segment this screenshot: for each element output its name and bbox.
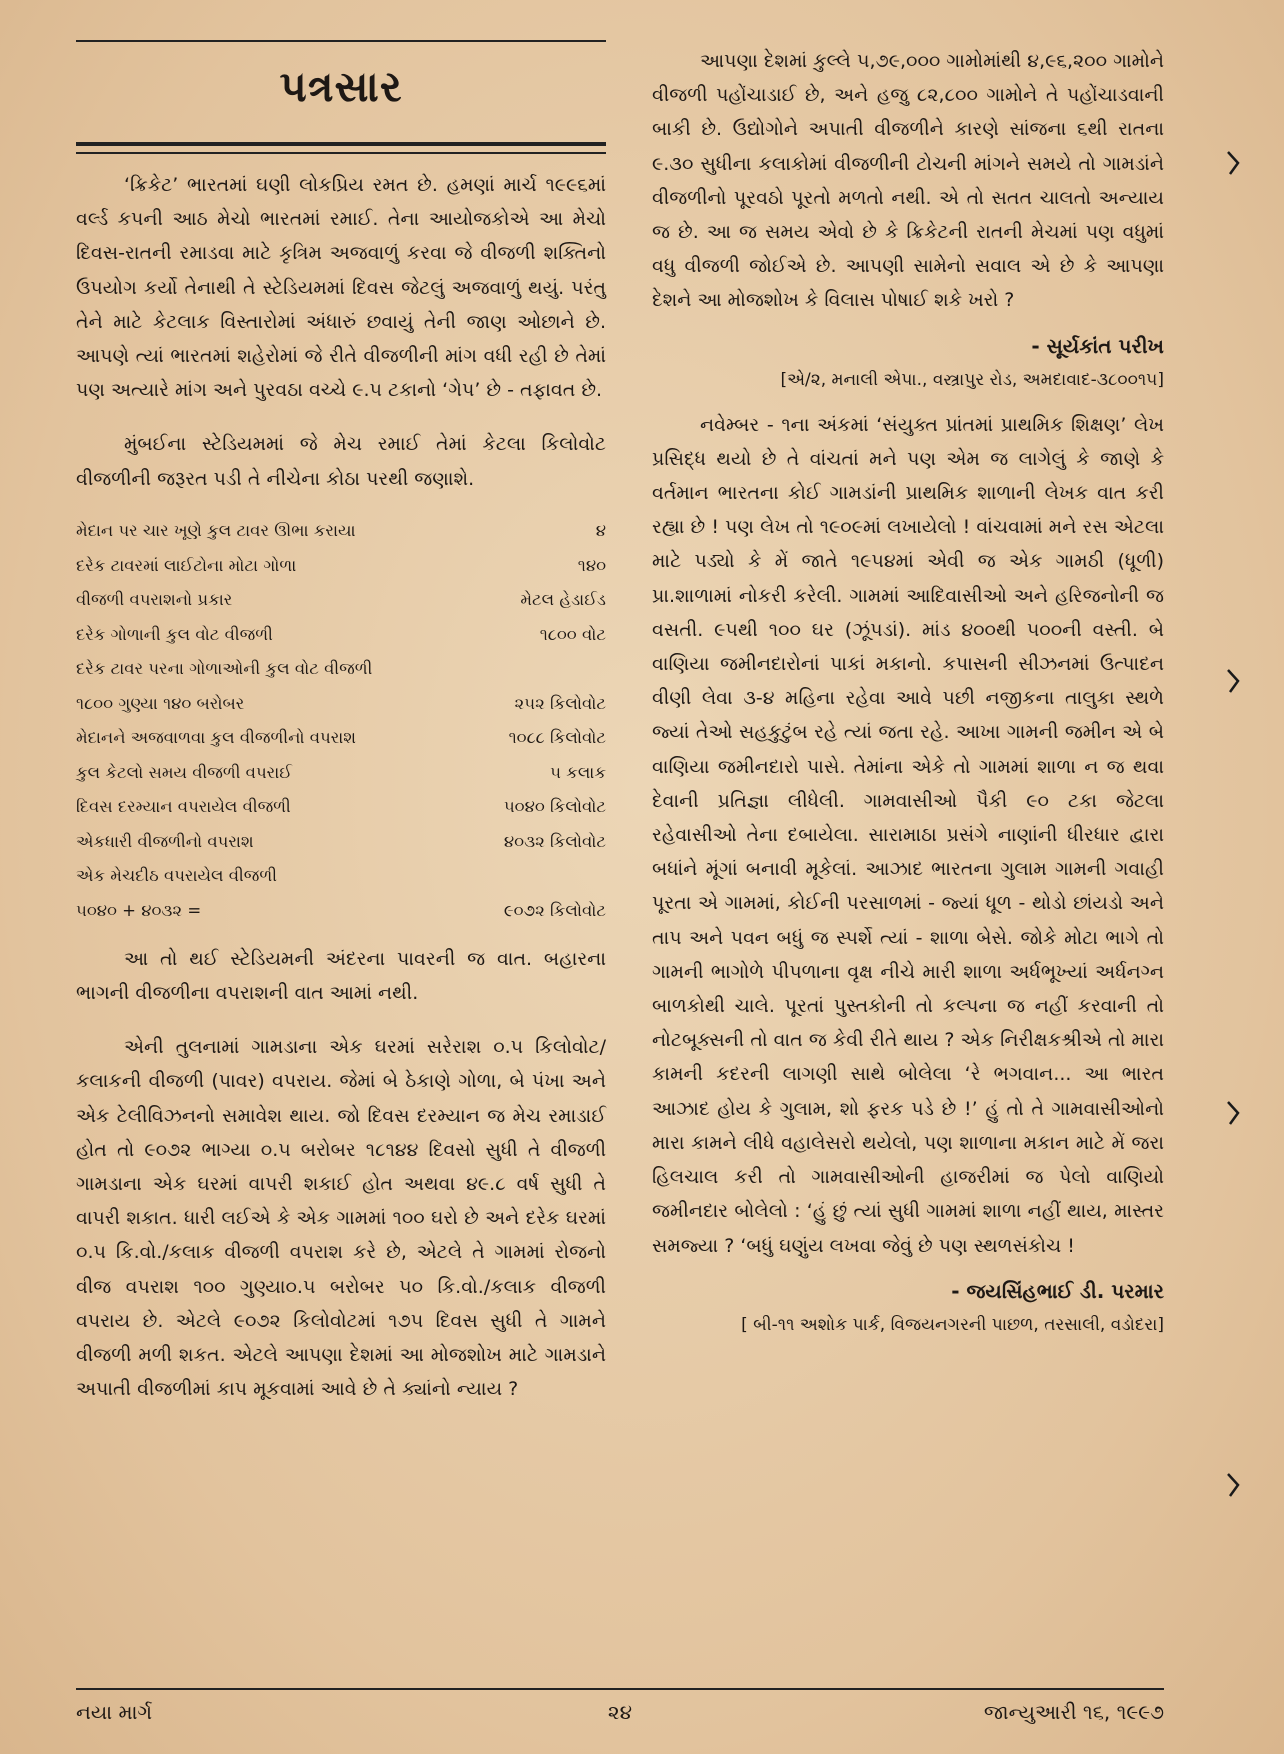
- footer: [76, 1700, 1164, 1734]
- row-value: [470, 652, 606, 687]
- row-label: દરેક ગોળાની કુલ વોટ વીજળી: [76, 624, 273, 644]
- table-row: [76, 790, 606, 825]
- letter1-para5: આપણા દેશમાં કુલ્લે ૫,૭૯,૦૦૦ ગામોમાંથી ૪,૯૬,૨૦૦ ગામોને વીજળી પહોંચાડાઈ છે, અને હજુ ૮૨,૮૦૦ ગામોને તે પહોંચાડવાની બાકી છે. ઉદ્યોગોને અપાતી વીજળીને કારણે સાંજના ૬થી રાતના ૯.૩૦ સુધીના કલાકોમાં વીજળીની ટોચની માંગને સમયે તો ગામડાંને વીજળીનો પૂરવઠો પૂરતો મળતો નથી. એ તો સતત ચાલતો અન્યાય જ છે. આ જ સમય એવો છે કે ક્રિકેટની રાતની મેચમાં પણ વધુમાં વધુ વીજળી જોઈએ છે. આપણી સામેનો સવાલ એ છે કે આપણા દેશને આ મોજશોખ કે વિલાસ પોષાઈ શકે ખરો ?: [652, 50, 1164, 312]
- table-row: [76, 686, 606, 721]
- publication-name: નયા માર્ગ: [76, 1700, 153, 1724]
- binding-hole-mark: [1226, 1100, 1240, 1126]
- table-row: [76, 617, 606, 652]
- row-label: કુલ કેટલો સમય વીજળી વપરાઈ: [76, 762, 292, 782]
- table-row: [76, 721, 606, 756]
- right-column: [652, 44, 1164, 1335]
- row-label: ૧૮૦૦ ગુણ્યા ૧૪૦ બરોબર: [76, 693, 245, 713]
- row-value: ૨૫૨ કિલોવોટ: [514, 693, 606, 713]
- row-value: ૧૪૦: [577, 555, 606, 575]
- binding-hole-mark: [1226, 668, 1240, 694]
- page-number: ૨૪: [607, 1700, 633, 1724]
- table-row: [76, 514, 606, 549]
- binding-hole-mark: [1226, 150, 1240, 176]
- row-value: ૫૦૪૦ કિલોવોટ: [503, 797, 606, 817]
- row-label: દિવસ દરમ્યાન વપરાયેલ વીજળી: [76, 797, 291, 817]
- left-column: [76, 40, 606, 1406]
- letter1-para3: આ તો થઈ સ્ટેડિયમની અંદરના પાવરની જ વાત. બહારના ભાગની વીજળીના વપરાશની વાત આમાં નથી.: [76, 947, 606, 1005]
- issue-date: જાન્યુઆરી ૧૬, ૧૯૯૭: [983, 1700, 1164, 1724]
- table-row: [76, 824, 606, 859]
- table-row: [76, 755, 606, 790]
- letter1-para1: ‘ક્રિકેટ’ ભારતમાં ઘણી લોકપ્રિય રમત છે. હમણાં માર્ચ ૧૯૯૬માં વર્લ્ડ કપની આઠ મેચો ભારતમાં રમાઈ. તેના આયોજકોએ આ મેચો દિવસ-રાતની રમાડવા માટે કૃત્રિમ અજવાળું કરવા જે વીજળી શક્તિનો ઉપયોગ કર્યો તેનાથી તે સ્ટેડિયમમાં દિવસ જેટલું અજવાળું થયું. પરંતુ તેને માટે કેટલાક વિસ્તારોમાં અંધારું છવાયું તેની જાણ ઓછાને છે. આપણે ત્યાં ભારતમાં શહેરોમાં જે રીતે વીજળીની માંગ વધી રહી છે તેમાં પણ અત્યારે માંગ અને પુરવઠા વચ્ચે ૯.૫ ટકાનો ‘ગેપ’ છે - તફાવત છે.: [76, 174, 606, 402]
- row-value: ૪: [595, 521, 606, 541]
- signature-2: - જયસિંહભાઈ ડી. પરમાર: [951, 1278, 1164, 1303]
- row-value: ૫ કલાક: [550, 762, 606, 782]
- table-row: [76, 583, 606, 618]
- row-value: [470, 859, 606, 894]
- binding-hole-mark: [1226, 1472, 1240, 1498]
- letter1-para2: મુંબઈના સ્ટેડિયમમાં જે મેચ રમાઈ તેમાં કેટલા કિલોવોટ વીજળીની જરૂરત પડી તે નીચેના કોઠા પરથી જણાશે.: [76, 433, 606, 490]
- power-usage-table: [76, 514, 606, 928]
- row-label: ૫૦૪૦ + ૪૦૩૨ =: [76, 900, 202, 920]
- row-value: ૧૦૮૮ કિલોવોટ: [508, 728, 606, 748]
- row-value: ૧૮૦૦ વોટ: [539, 624, 606, 644]
- footer-rule: [76, 1688, 1164, 1690]
- row-label: મેદાનને અજવાળવા કુલ વીજળીનો વપરાશ: [76, 728, 357, 748]
- row-value: ૯૦૭૨ કિલોવોટ: [503, 900, 606, 920]
- address-2: [ બી-૧૧ અશોક પાર્ક, વિજયનગરની પાછળ, તરસાલી, વડોદરા]: [741, 1314, 1164, 1335]
- address-1: [એ/૨, મનાલી એપા., વસ્ત્રાપુર રોડ, અમદાવાદ-૩૮૦૦૧૫]: [780, 369, 1164, 390]
- row-label: એક મેચદીઠ વપરાયેલ વીજળી: [76, 866, 277, 886]
- table-row: [76, 652, 606, 687]
- row-label: દરેક ટાવરમાં લાઈટોના મોટા ગોળા: [76, 555, 297, 575]
- row-label: મેદાન પર ચાર ખૂણે કુલ ટાવર ઊભા કરાયા: [76, 521, 356, 541]
- letter1-para4: એની તુલનામાં ગામડાના એક ઘરમાં સરેરાશ ૦.૫ કિલોવોટ/કલાકની વીજળી (પાવર) વપરાય. જેમાં બે ઠેકાણે ગોળા, બે પંખા અને એક ટેલીવિઝનનો સમાવેશ થાય. જો દિવસ દરમ્યાન જ મેચ રમાડાઈ હોત તો ૯૦૭૨ ભાગ્યા ૦.૫ બરોબર ૧૮૧૪૪ દિવસો સુધી તે વીજળી ગામડાના એક ઘરમાં વાપરી શકાઈ હોત અથવા ૪૯.૮ વર્ષ સુધી તે વાપરી શકાત. ધારી લઈએ કે એક ગામમાં ૧૦૦ ઘરો છે અને દરેક ઘરમાં ૦.૫ કિ.વો./કલાક વીજળી વપરાશ કરે છે, એટલે તે ગામમાં રોજનો વીજ વપરાશ ૧૦૦ ગુણ્યા૦.૫ બરોબર ૫૦ કિ.વો./કલાક વીજળી વપરાય છે. એટલે ૯૦૭૨ કિલોવોટમાં ૧૭૫ દિવસ સુધી તે ગામને વીજળી મળી શકત. એટલે આપણા દેશમાં આ મોજશોખ માટે ગામડાને અપાતી વીજળીમાં કાપ મૂકવામાં આવે છે તે ક્યાંનો ન્યાય ?: [76, 1036, 606, 1401]
- row-label: એકધારી વીજળીનો વપરાશ: [76, 831, 254, 851]
- table-row: [76, 548, 606, 583]
- letter2-body: નવેમ્બર - ૧ના અંકમાં ‘સંયુક્ત પ્રાંતમાં પ્રાથમિક શિક્ષણ’ લેખ પ્રસિદ્ધ થયો છે તે વાંચતાં મને પણ એમ જ લાગેલું કે જાણે કે વર્તમાન ભારતના કોઈ ગામડાંની પ્રાથમિક શાળાની લેખક વાત કરી રહ્યા છે ! પણ લેખ તો ૧૯૦૯માં લખાયેલો ! વાંચવામાં મને રસ એટલા માટે પડ્યો કે મેં જાતે ૧૯૫૪માં એવી જ એક ગામઠી (ધૂળી) પ્રા.શાળામાં નોકરી કરેલી. ગામમાં આદિવાસીઓ અને હરિજનોની જ વસતી. ૯૫થી ૧૦૦ ઘર (ઝૂંપડાં). માંડ ૪૦૦થી ૫૦૦ની વસ્તી. બે વાણિયા જમીનદારોનાં પાકાં મકાનો. કપાસની સીઝનમાં ઉત્પાદન વીણી લેવા ૩-૪ મહિના રહેવા આવે પછી નજીકના તાલુકા સ્થળે જ્યાં તેઓ સહકુટુંબ રહે ત્યાં જતા રહે. આખા ગામની જમીન એ બે વાણિયા જમીનદારો પાસે. તેમાંના એકે તો ગામમાં શાળા ન જ થવા દેવાની પ્રતિજ્ઞા લીધેલી. ગામવાસીઓ પૈકી ૯૦ ટકા જેટલા રહેવાસીઓ તેના દબાયેલા. સારામાઠા પ્રસંગે નાણાંની ધીરધાર દ્વારા બધાંને મૂંગાં બનાવી મૂકેલાં. આઝાદ ભારતના ગુલામ ગામની ગવાહી પૂરતા એ ગામમાં, કોઈની પરસાળમાં - જ્યાં ધૂળ - થોડો છાંયડો અને તાપ અને પવન બધું જ સ્પર્શે ત્યાં - શાળા બેસે. જોકે મોટા ભાગે તો ગામની ભાગોળે પીપળાના વૃક્ષ નીચે મારી શાળા અર્ધભૂખ્યાં અર્ધનગ્ન બાળકોથી ચાલે. પૂરતાં પુસ્તકોની તો કલ્પના જ નહીં કરવાની તો નોટબૂક્સની તો વાત જ કેવી રીતે થાય ? એક નિરીક્ષકશ્રીએ તો મારા કામની કદરની લાગણી સાથે બોલેલા ‘રે ભગવાન... આ ભારત આઝાદ હોય કે ગુલામ, શો ફરક પડે છે !’ હું તો તે ગામવાસીઓનો મારા કામને લીધે વહાલેસરો થયેલો, પણ શાળાના મકાન માટે મેં જરા હિલચાલ કરી તો ગામવાસીઓની હાજરીમાં જ પેલો વાણિયો જમીનદાર બોલેલો : ‘હું છું ત્યાં સુધી ગામમાં શાળા નહીં થાય, માસ્તર સમજ્યા ? ‘બધું ઘણુંય લખવા જેવું છે પણ સ્થળસંકોચ !: [652, 413, 1164, 1257]
- section-title: પત્રસાર: [279, 62, 403, 111]
- row-label: દરેક ટાવર પરના ગોળાઓની કુલ વોટ વીજળી: [76, 659, 373, 679]
- table-row: [76, 859, 606, 894]
- row-value: ૪૦૩૨ કિલોવોટ: [503, 831, 606, 851]
- row-label: વીજળી વપરાશનો પ્રકાર: [76, 590, 233, 610]
- table-row: [76, 893, 606, 928]
- row-value: મેટલ હેડાઈડ: [520, 590, 606, 610]
- signature-1: - સૂર્યકાંત પરીખ: [1031, 333, 1164, 358]
